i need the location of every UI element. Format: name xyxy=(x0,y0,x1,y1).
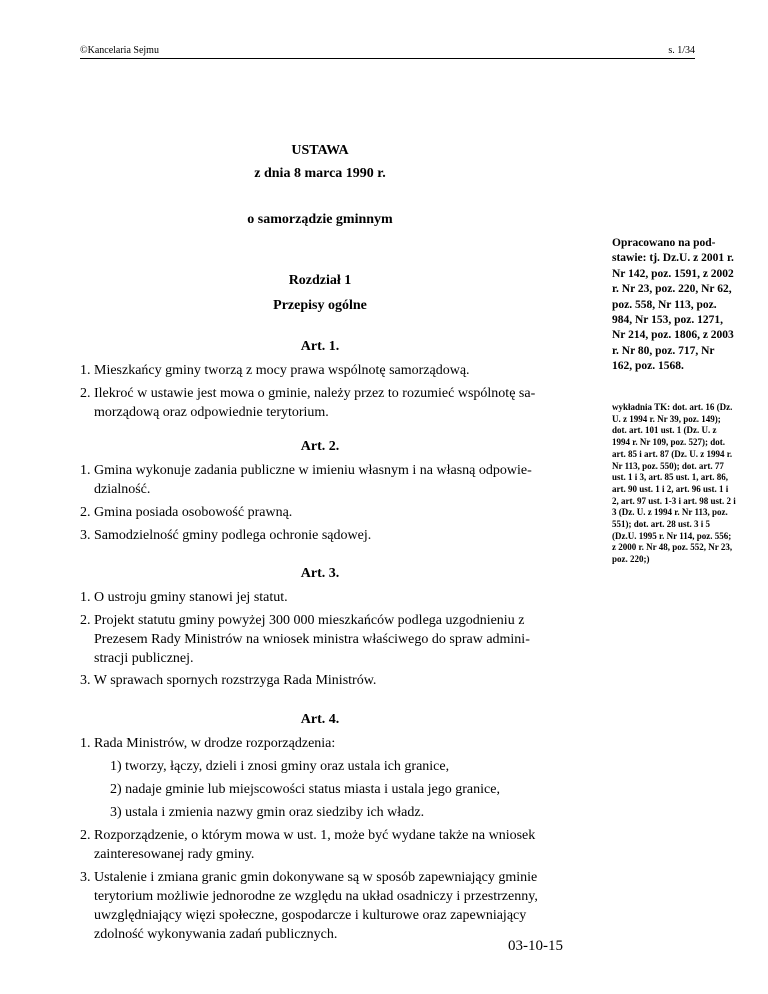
article-paragraph: 3. W sprawach spornych rozstrzyga Rada Ministrów. xyxy=(80,673,377,688)
article-heading: Art. 4. xyxy=(300,712,340,727)
article-heading: Art. 1. xyxy=(300,339,340,354)
article-subpoint: 1) tworzy, łączy, dzieli i znosi gminy oraz ustala ich granice, xyxy=(110,759,450,774)
article-paragraph: 2. Rozporządzenie, o którym mowa w ust. 1, może być wydane także na wniosek xyxy=(80,828,536,843)
article-paragraph: 3. Ustalenie i zmiana granic gmin dokonywane są w sposób zapewniający gminie xyxy=(80,870,538,885)
header-page-number: s. 1/34 xyxy=(668,45,695,56)
document-title: o samorządzie gminnym xyxy=(247,212,393,227)
document-type: USTAWA xyxy=(291,143,349,158)
article-paragraph: 3. Samodzielność gminy podlega ochronie sądowej. xyxy=(80,528,372,543)
article-paragraph: 1. Mieszkańcy gminy tworzą z mocy prawa wspólnotę samorządową. xyxy=(80,363,470,378)
article-paragraph-cont: dzialność. xyxy=(94,482,151,497)
article-subpoint: 2) nadaje gminie lub miejscowości status miasta i ustala jego granice, xyxy=(110,782,500,797)
article-paragraph-cont: morządową oraz odpowiednie terytorium. xyxy=(94,405,329,420)
chapter-number: Rozdział 1 xyxy=(288,273,352,288)
article-heading: Art. 2. xyxy=(300,439,340,454)
article-paragraph-cont: Prezesem Rady Ministrów na wniosek ministra właściwego do spraw admini- xyxy=(94,632,530,647)
article-paragraph: 2. Projekt statutu gminy powyżej 300 000 mieszkańców podlega uzgodnieniu z xyxy=(80,613,525,628)
article-paragraph: 2. Ilekroć w ustawie jest mowa o gminie, należy przez to rozumieć wspólnotę sa- xyxy=(80,386,536,401)
header-publisher: ©Kancelaria Sejmu xyxy=(80,45,159,56)
article-paragraph-cont: stracji publicznej. xyxy=(94,651,194,666)
side-note-tk: wykładnia TK: dot. art. 16 (Dz. U. z 1994 r. Nr 39, poz. 149); dot. art. 101 ust. 1 (Dz. U. z 1994 r. Nr 109, poz. 527); dot. art. 85 i art. 87 (Dz. U. z 1994 r. Nr 113, poz. 550); dot. art. 77 ust. 1 i 3, art. 85 ust. 1, art. 86, art. 90 ust. 1 i 2, art. 96 ust. 1 i 2, art. 97 ust. 1-3 i art. 98 ust. 2 i 3 (Dz. U. z 1994 r. Nr 113, poz. 551); dot. art. 28 ust. 3 i 5 (Dz.U. 1995 r. Nr 114, poz. 556; z 2000 r. Nr 48, poz. 552, Nr 23, poz. 220;) xyxy=(612,402,736,565)
article-paragraph-cont: zdolność wykonywania zadań publicznych. xyxy=(94,927,338,942)
document-date: z dnia 8 marca 1990 r. xyxy=(254,166,386,181)
side-note-basis: Opracowano na pod-stawie: tj. Dz.U. z 2001 r. Nr 142, poz. 1591, z 2002 r. Nr 23, poz. 220, Nr 62, poz. 558, Nr 113, poz. 984, Nr 153, poz. 1271, Nr 214, poz. 1806, z 2003 r. Nr 80, poz. 717, Nr 162, poz. 1568. xyxy=(612,237,734,373)
page-header xyxy=(80,44,695,59)
footer-date: 03-10-15 xyxy=(508,938,563,954)
article-paragraph-cont: terytorium możliwie jednorodne ze względu na układ osadniczy i przestrzenny, xyxy=(94,889,538,904)
article-heading: Art. 3. xyxy=(300,566,340,581)
article-paragraph-cont: uwzględniający więzi społeczne, gospodarcze i kulturowe oraz zapewniający xyxy=(94,908,527,923)
article-paragraph-cont: zainteresowanej rady gminy. xyxy=(94,847,255,862)
article-paragraph: 1. Gmina wykonuje zadania publiczne w imieniu własnym i na własną odpowie- xyxy=(80,463,532,478)
article-paragraph: 1. O ustroju gminy stanowi jej statut. xyxy=(80,590,288,605)
article-subpoint: 3) ustala i zmienia nazwy gmin oraz siedziby ich władz. xyxy=(110,805,425,820)
article-paragraph: 2. Gmina posiada osobowość prawną. xyxy=(80,505,293,520)
chapter-title: Przepisy ogólne xyxy=(273,298,367,313)
article-paragraph: 1. Rada Ministrów, w drodze rozporządzenia: xyxy=(80,736,336,751)
